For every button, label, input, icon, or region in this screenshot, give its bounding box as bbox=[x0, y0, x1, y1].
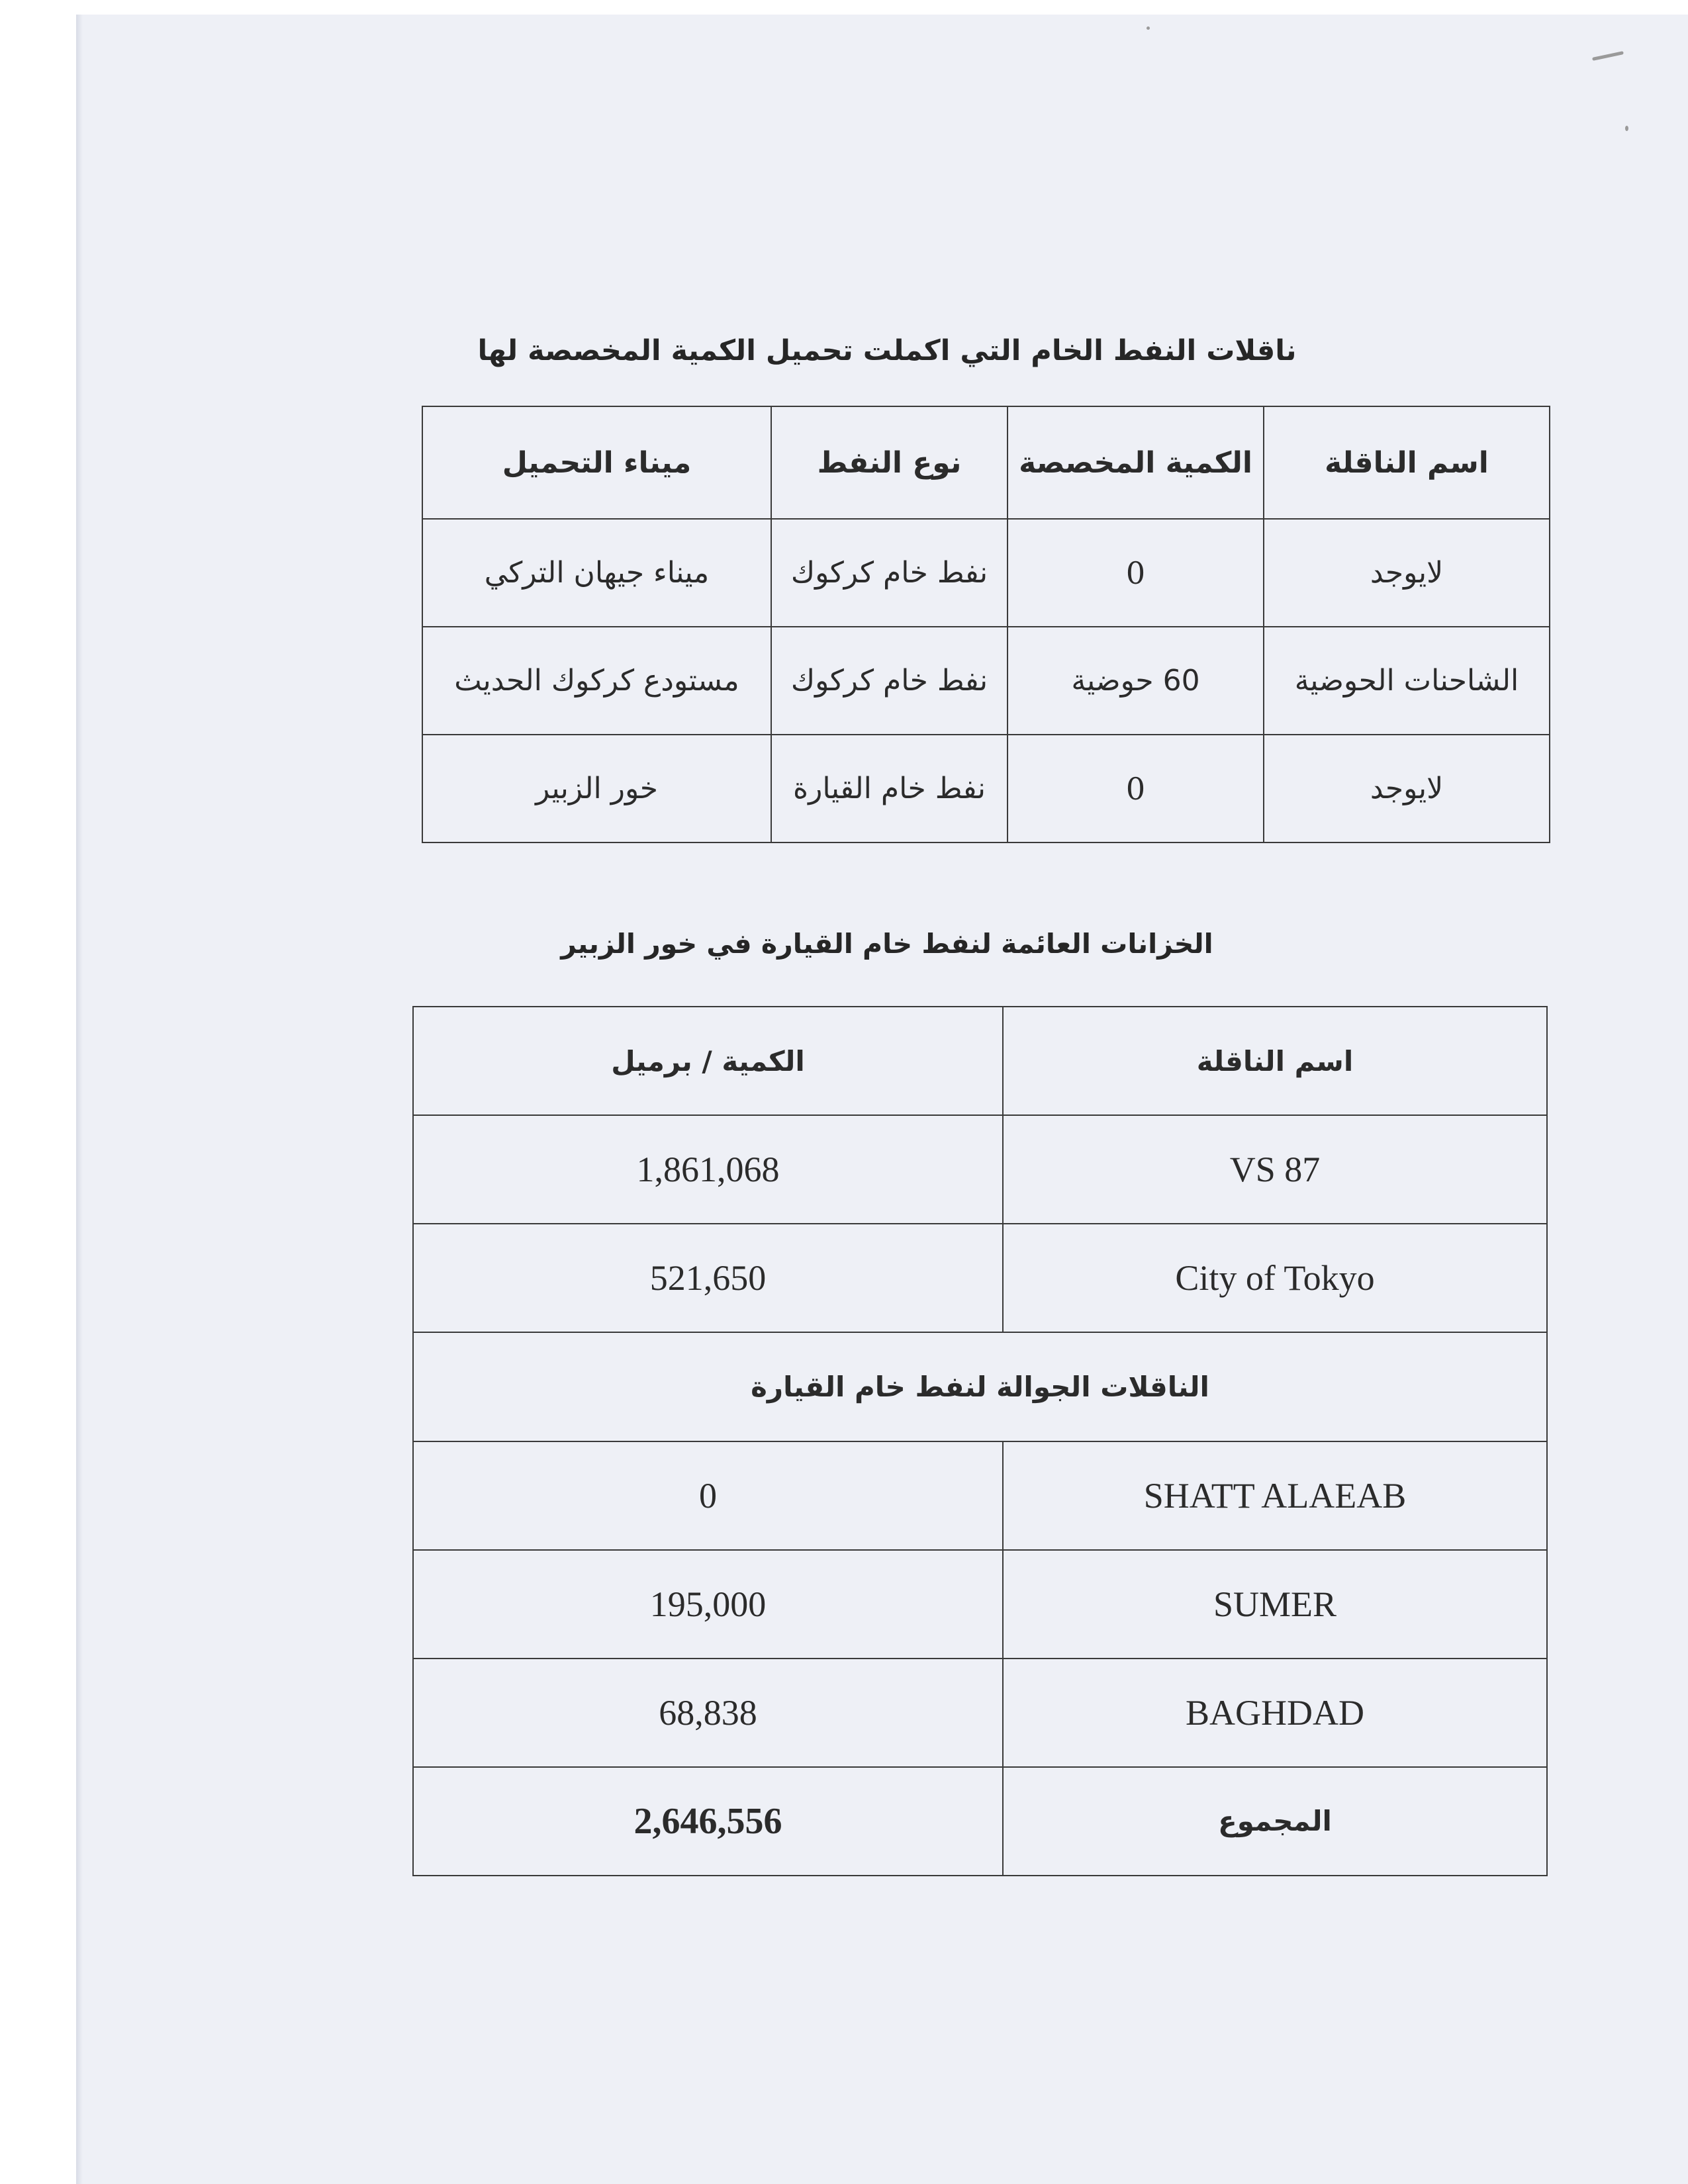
header-quantity-barrels: الكمية / برميل bbox=[413, 1007, 1003, 1115]
quantity-cell: 0 bbox=[413, 1441, 1003, 1550]
table-row bbox=[422, 735, 1550, 842]
vessel-name-cell: VS 87 bbox=[1003, 1115, 1547, 1224]
header-vessel-name: اسم الناقلة bbox=[1003, 1007, 1547, 1115]
table-row bbox=[413, 1441, 1547, 1550]
header-vessel-name: اسم الناقلة bbox=[1264, 406, 1550, 519]
total-row bbox=[413, 1767, 1547, 1876]
shuttle-tankers-heading: الناقلات الجوالة لنفط خام القيارة bbox=[413, 1332, 1547, 1441]
loading-port-cell: ميناء جيهان التركي bbox=[422, 519, 771, 627]
header-loading-port: ميناء التحميل bbox=[422, 406, 771, 519]
shuttle-tankers-section-row bbox=[413, 1332, 1547, 1441]
total-label: المجموع bbox=[1003, 1767, 1547, 1876]
vessel-name-cell: BAGHDAD bbox=[1003, 1659, 1547, 1767]
scan-speck bbox=[1147, 26, 1150, 30]
table-header-row bbox=[413, 1007, 1547, 1115]
quantity-cell: 60 حوضية bbox=[1008, 627, 1264, 735]
loading-port-cell: خور الزبير bbox=[422, 735, 771, 842]
table-row bbox=[413, 1659, 1547, 1767]
quantity-cell: 68,838 bbox=[413, 1659, 1003, 1767]
table-header-row bbox=[422, 406, 1550, 519]
table-row bbox=[422, 627, 1550, 735]
table-row bbox=[413, 1224, 1547, 1332]
vessel-name-cell: SHATT ALAEAB bbox=[1003, 1441, 1547, 1550]
oil-type-cell: نفط خام كركوك bbox=[771, 519, 1008, 627]
quantity-cell: 0 bbox=[1008, 519, 1264, 627]
header-allocated-quantity: الكمية المخصصة bbox=[1008, 406, 1264, 519]
section2-title: الخزانات العائمة لنفط خام القيارة في خور الزبير bbox=[561, 928, 1213, 960]
section1-title: ناقلات النفط الخام التي اكملت تحميل الكمية المخصصة لها bbox=[477, 334, 1297, 367]
table-row bbox=[413, 1550, 1547, 1659]
quantity-cell: 1,861,068 bbox=[413, 1115, 1003, 1224]
table-row bbox=[413, 1115, 1547, 1224]
vessel-name-cell: لايوجد bbox=[1264, 519, 1550, 627]
paper-edge-shadow bbox=[76, 15, 83, 2184]
scan-speck bbox=[1625, 126, 1628, 131]
header-oil-type: نوع النفط bbox=[771, 406, 1008, 519]
floating-storage-table bbox=[412, 1006, 1548, 1876]
quantity-cell: 521,650 bbox=[413, 1224, 1003, 1332]
vessel-name-cell: City of Tokyo bbox=[1003, 1224, 1547, 1332]
total-value: 2,646,556 bbox=[413, 1767, 1003, 1876]
loaded-tankers-table bbox=[422, 406, 1550, 843]
vessel-name-cell: الشاحنات الحوضية bbox=[1264, 627, 1550, 735]
quantity-cell: 0 bbox=[1008, 735, 1264, 842]
oil-type-cell: نفط خام القيارة bbox=[771, 735, 1008, 842]
vessel-name-cell: SUMER bbox=[1003, 1550, 1547, 1659]
oil-type-cell: نفط خام كركوك bbox=[771, 627, 1008, 735]
vessel-name-cell: لايوجد bbox=[1264, 735, 1550, 842]
quantity-cell: 195,000 bbox=[413, 1550, 1003, 1659]
loading-port-cell: مستودع كركوك الحديث bbox=[422, 627, 771, 735]
table-row bbox=[422, 519, 1550, 627]
